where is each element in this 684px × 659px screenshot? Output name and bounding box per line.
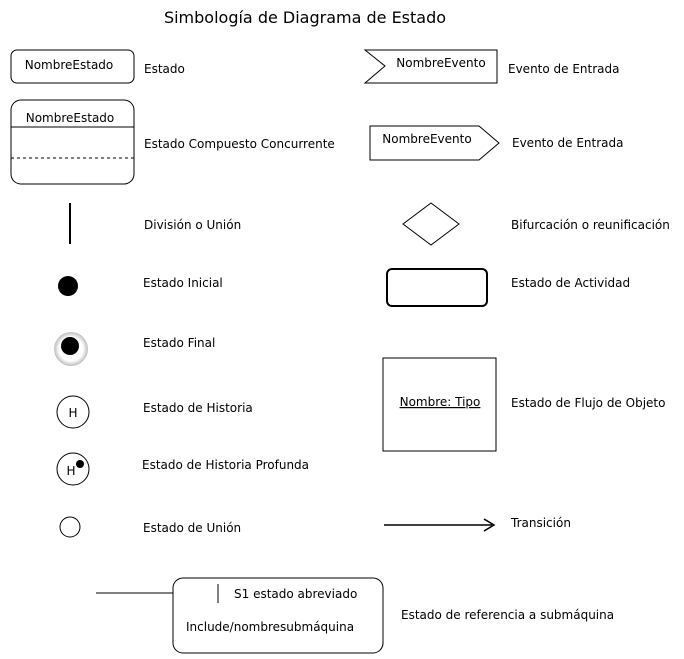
- label-estado-compuesto: Estado Compuesto Concurrente: [144, 137, 335, 151]
- label-estado-historia-profunda: Estado de Historia Profunda: [142, 458, 310, 472]
- submachine-reference-shape: [96, 578, 383, 653]
- label-estado-union: Estado de Unión: [143, 521, 242, 535]
- deep-history-state-shape: [57, 453, 89, 485]
- decision-diamond: [403, 203, 459, 245]
- submachine-line2-text: Include/nombresubmáquina: [186, 620, 355, 634]
- event-entry-notched-shape: [365, 50, 497, 83]
- state-shape: [11, 50, 134, 83]
- event-entry-pointed-shape: [370, 126, 499, 160]
- label-estado-historia: Estado de Historia: [143, 401, 253, 415]
- label-submaquina: Estado de referencia a submáquina: [401, 608, 615, 622]
- label-estado-actividad: Estado de Actividad: [511, 276, 631, 290]
- deep-history-h-text: H: [66, 464, 76, 478]
- label-division-union: División o Unión: [144, 218, 242, 232]
- label-evento-entrada-2: Evento de Entrada: [512, 136, 624, 150]
- history-state-shape: [57, 396, 89, 428]
- final-state-shape: [54, 332, 88, 366]
- object-flow-state-shape: [383, 358, 496, 451]
- label-flujo-objeto: Estado de Flujo de Objeto: [511, 396, 666, 410]
- object-type-text: Nombre: Tipo: [399, 395, 481, 409]
- history-h-text: H: [68, 406, 78, 420]
- concurrent-composite-state-shape: [11, 100, 134, 184]
- label-bifurcacion: Bifurcación o reunificación: [511, 218, 670, 232]
- submachine-line1-text: S1 estado abreviado: [234, 587, 358, 601]
- event-name-text-1: NombreEvento: [396, 56, 486, 70]
- activity-state-shape: [387, 269, 487, 306]
- label-estado-inicial: Estado Inicial: [143, 276, 223, 290]
- diagram-title: Simbología de Diagrama de Estado: [163, 8, 447, 27]
- event-name-text-2: NombreEvento: [382, 132, 472, 146]
- label-estado: Estado: [144, 62, 185, 76]
- label-estado-final: Estado Final: [143, 336, 216, 350]
- composite-state-name-text: NombreEstado: [25, 111, 115, 125]
- label-transicion: Transición: [511, 516, 571, 530]
- transition-arrow: [384, 519, 494, 531]
- initial-state-dot: [58, 276, 78, 296]
- state-name-text: NombreEstado: [24, 58, 114, 72]
- label-evento-entrada-1: Evento de Entrada: [508, 62, 620, 76]
- junction-state-circle: [60, 517, 80, 537]
